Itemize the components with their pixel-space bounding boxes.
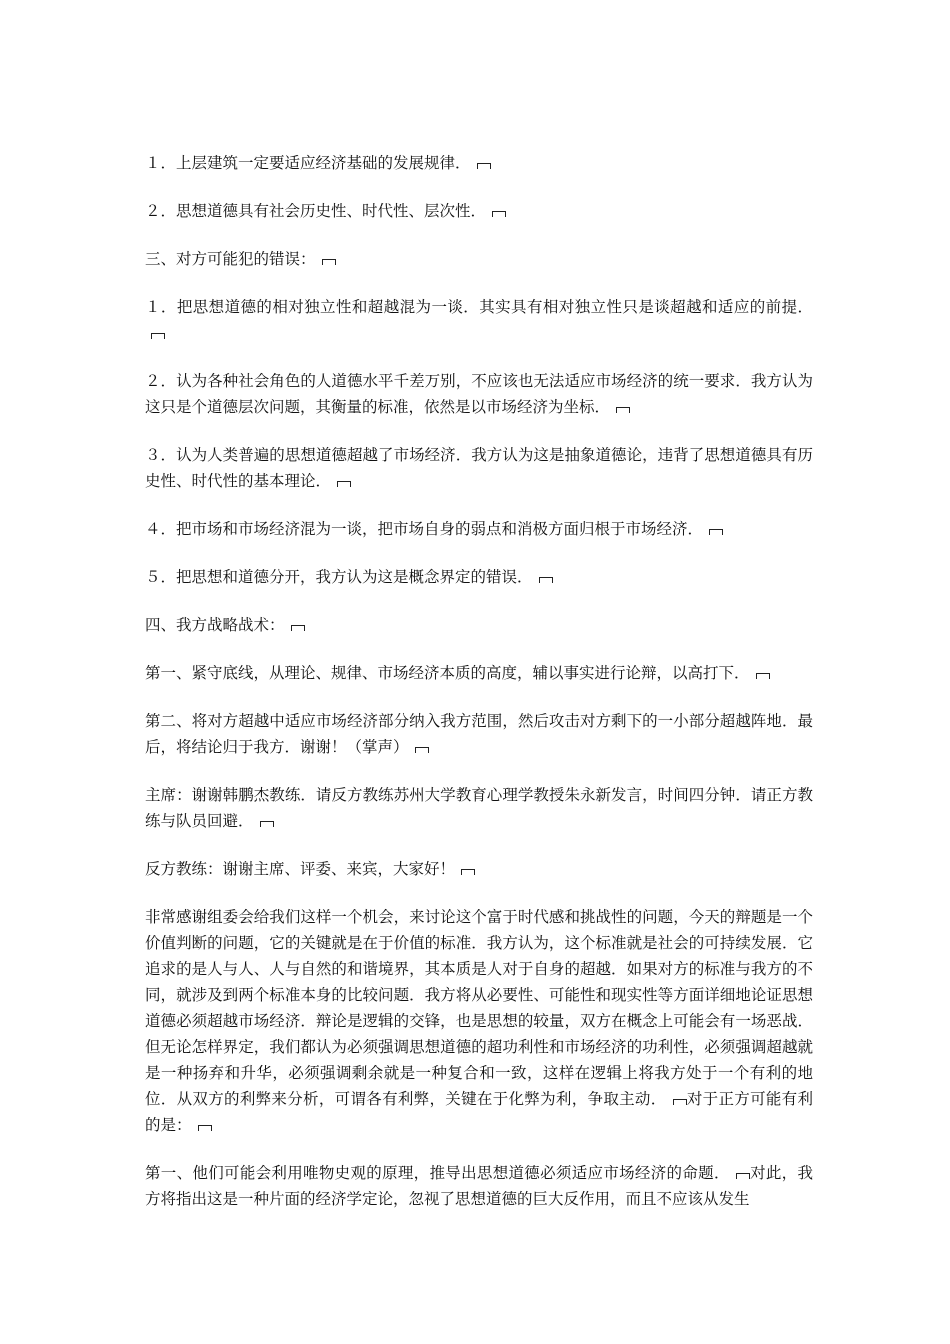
- paragraph-mark-icon: [151, 333, 165, 339]
- paragraph: [145, 612, 813, 638]
- paragraph-mark-icon: [461, 869, 475, 875]
- paragraph: [145, 564, 813, 590]
- paragraph-mark-icon: [539, 577, 553, 583]
- document-body: [145, 150, 813, 1234]
- paragraph-mark-icon: [322, 259, 336, 265]
- paragraph-mark-icon: [198, 1125, 212, 1131]
- paragraph-mark-icon: [673, 1099, 687, 1105]
- paragraph-mark-icon: [477, 163, 491, 169]
- paragraph-text: 三、对方可能犯的错误：: [145, 250, 316, 268]
- paragraph-mark-icon: [616, 407, 630, 413]
- paragraph-text: 第一、紧守底线，从理论、规律、市场经济本质的高度，辅以事实进行论辩，以高打下．: [145, 664, 750, 682]
- paragraph-text: ２．思想道德具有社会历史性、时代性、层次性．: [145, 202, 487, 220]
- paragraph-tail-text: 对此，我方将指出这是一种片面的经济学定论，忽视了思想道德的巨大反作用，而且不应该从发生: [145, 1164, 813, 1208]
- paragraph: [145, 660, 813, 686]
- paragraph-text: 第二、将对方超越中适应市场经济部分纳入我方范围，然后攻击对方剩下的一小部分超越阵地．最后，将结论归于我方．谢谢！（掌声）: [145, 712, 813, 756]
- paragraph-mark-icon: [337, 481, 351, 487]
- paragraph: [145, 150, 813, 176]
- paragraph: [145, 856, 813, 882]
- paragraph-text: ５．把思想和道德分开，我方认为这是概念界定的错误．: [145, 568, 533, 586]
- paragraph: [145, 294, 813, 346]
- paragraph-mark-icon: [709, 529, 723, 535]
- paragraph-mark-icon: [291, 625, 305, 631]
- paragraph: [145, 246, 813, 272]
- paragraph-text: ３．认为人类普遍的思想道德超越了市场经济．我方认为这是抽象道德论，违背了思想道德具有历史性、时代性的基本理论．: [145, 446, 813, 490]
- paragraph-text: 反方教练：谢谢主席、评委、来宾，大家好！: [145, 860, 456, 878]
- paragraph-text: １．把思想道德的相对独立性和超越混为一谈．其实具有相对独立性只是谈超越和适应的前提．: [145, 298, 813, 316]
- paragraph-tail-text: 对于正方可能有利的是：: [145, 1090, 813, 1134]
- paragraph-mark-icon: [756, 673, 770, 679]
- paragraph: [145, 368, 813, 420]
- paragraph-mark-icon: [492, 211, 506, 217]
- paragraph: [145, 904, 813, 1138]
- paragraph-text: 四、我方战略战术：: [145, 616, 285, 634]
- paragraph: [145, 198, 813, 224]
- paragraph-text: ４．把市场和市场经济混为一谈，把市场自身的弱点和消极方面归根于市场经济．: [145, 520, 704, 538]
- paragraph: [145, 442, 813, 494]
- paragraph-text: 第一、他们可能会利用唯物史观的原理，推导出思想道德必须适应市场经济的命题．: [145, 1164, 730, 1182]
- paragraph: [145, 782, 813, 834]
- paragraph: [145, 708, 813, 760]
- paragraph-mark-icon: [736, 1173, 750, 1179]
- paragraph: [145, 516, 813, 542]
- paragraph-text: 非常感谢组委会给我们这样一个机会，来讨论这个富于时代感和挑战性的问题，今天的辩题是一个价值判断的问题，它的关键就是在于价值的标准．我方认为，这个标准就是社会的可持续发展．它追求的是人与人、人与自然的和谐境界，其本质是人对于自身的超越．如果对方的标准与我方的不同，就涉及到两个标准本身的比较问题．我方将从必要性、可能性和现实性等方面详细地论证思想道德必须超越市场经济．辩论是逻辑的交锋，也是思想的较量，双方在概念上可能会有一场恶战．但无论怎样界定，我们都认为必须强调思想道德的超功利性和市场经济的功利性，必须强调超越就是一种扬弃和升华，必须强调剩余就是一种复合和一致，这样在逻辑上将我方处于一个有利的地位．从双方的利弊来分析，可谓各有利弊，关键在于化弊为利，争取主动．: [145, 908, 813, 1108]
- paragraph: [145, 1160, 813, 1212]
- paragraph-text: １．上层建筑一定要适应经济基础的发展规律．: [145, 154, 471, 172]
- paragraph-mark-icon: [415, 747, 429, 753]
- paragraph-text: 主席：谢谢韩鹏杰教练．请反方教练苏州大学教育心理学教授朱永新发言，时间四分钟．请正方教练与队员回避．: [145, 786, 813, 830]
- paragraph-mark-icon: [260, 821, 274, 827]
- paragraph-text: ２．认为各种社会角色的人道德水平千差万别，不应该也无法适应市场经济的统一要求．我方认为这只是个道德层次问题，其衡量的标准，依然是以市场经济为坐标．: [145, 372, 813, 416]
